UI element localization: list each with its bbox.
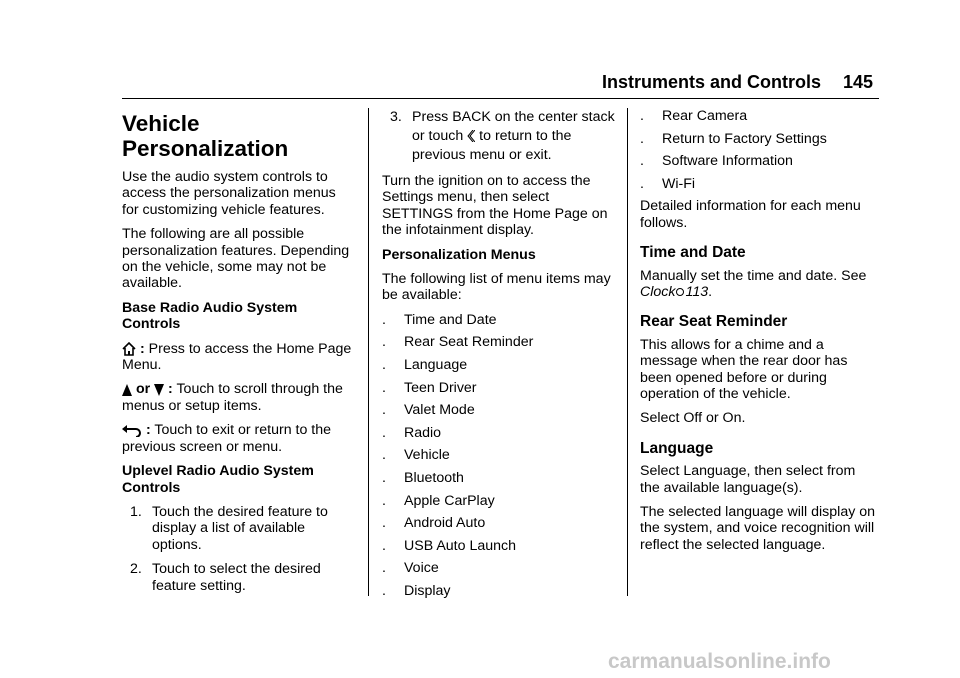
list-item: . Vehicle [382,447,450,464]
rear-seat-reminder-text: This allows for a chime and a message when the rear door has been opened before or during operation of the vehicle. [640,336,848,403]
back-instruction: : Touch to exit or return to the previous screen or menu. [122,422,332,455]
up-arrow-icon [122,384,132,396]
step-3: 3. Press BACK on the center stack or touch to return to the previous menu or exit. [390,109,615,163]
column-divider-1 [368,108,369,596]
language-text-1: Select Language, then select from the available language(s). [640,463,856,496]
personalization-menus-heading: Personalization Menus [382,246,536,263]
list-item: . Teen Driver [382,379,477,396]
column-1 [122,108,354,602]
page-title: Vehicle Personalization [122,111,289,161]
column-2 [382,108,618,606]
rear-seat-reminder-heading: Rear Seat Reminder [640,313,788,331]
list-item: . USB Auto Launch [382,537,517,554]
watermark: carmanualsonline.info [608,650,831,673]
intro-paragraph: Use the audio system controls to access the personalization menus for customizing vehicle features. [122,169,336,218]
detail-paragraph: Detailed information for each menu follows. [640,198,861,231]
list-item: . Display [382,582,451,599]
uplevel-radio-heading: Uplevel Radio Audio System Controls [122,463,314,496]
list-item: . Rear Camera [640,108,748,124]
clock-reference-link[interactable]: Clock [640,284,676,300]
list-item: . Language [382,357,468,374]
rear-seat-reminder-select: Select Off or On. [640,410,746,427]
arrows-instruction: or : Touch to scroll through the menus or setup items. [122,381,343,414]
list-item: . Radio [382,424,442,441]
home-icon [122,342,136,356]
list-item: . Android Auto [382,515,486,532]
time-and-date-text: Manually set the time and date. See Clock 113. [640,267,867,300]
step-2: 2. Touch to select the desired feature setting. [130,561,321,594]
page-header [595,72,877,92]
list-item: . Wi-Fi [640,175,696,192]
list-item: . Valet Mode [382,402,475,419]
base-radio-heading: Base Radio Audio System Controls [122,299,298,333]
back-icon [122,425,142,437]
section-title: Instruments and Controls [601,72,821,92]
time-and-date-heading: Time and Date [640,244,746,262]
home-instruction: : Press to access the Home Page Menu. [122,340,352,374]
ignition-paragraph: Turn the ignition on to access the Settings menu, then select SETTINGS from the Home Page on the infotainment display. [382,173,608,239]
step-1: 1. Touch the desired feature to display a list of available options. [130,503,328,553]
list-item: . Bluetooth [382,470,464,486]
menu-items-list [382,312,618,600]
availability-paragraph: The following are all possible personalization features. Depending on the vehicle, some may not be available. [122,226,350,292]
back-chevron-icon [467,130,475,142]
list-item: . Apple CarPlay [382,492,495,509]
page-number: 145 [842,72,873,92]
column-3 [640,108,876,561]
list-item: . Software Information [640,153,793,170]
language-heading: Language [640,439,714,457]
down-arrow-icon [154,384,164,396]
header-rule [122,98,879,99]
page-reference-icon [675,287,685,297]
menus-intro: The following list of menu items may be available: [382,271,611,304]
language-text-2: The selected language will display on the system, and voice recognition will reflect the selected language. [640,504,876,553]
list-item: . Rear Seat Reminder [382,334,534,351]
column-divider-2 [627,108,628,596]
list-item: . Return to Factory Settings [640,130,827,147]
list-item: . Voice [382,560,439,577]
list-item: . Time and Date [382,311,497,328]
menu-items-list-continued [640,108,876,192]
